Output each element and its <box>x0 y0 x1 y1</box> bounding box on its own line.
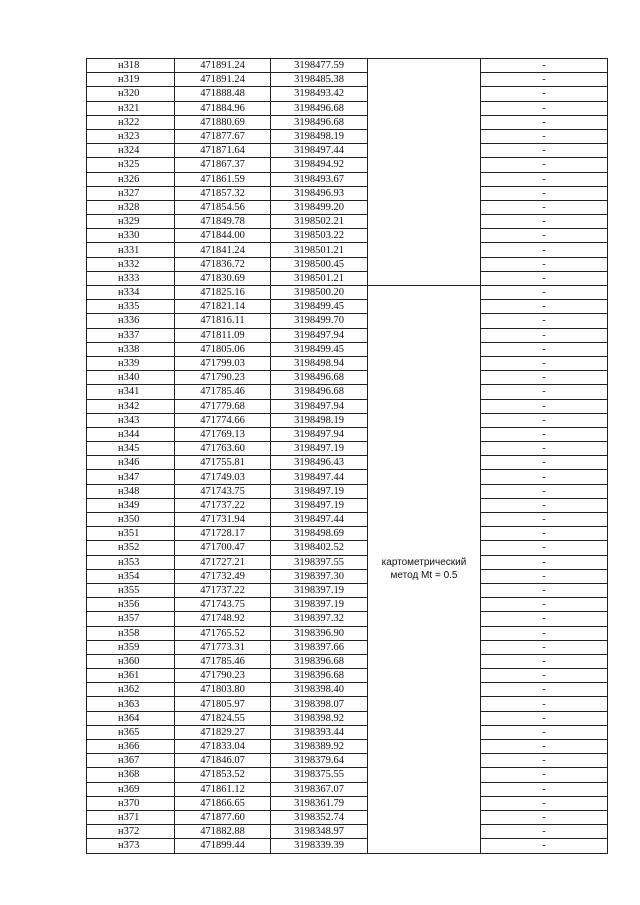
point-id-cell: н359 <box>87 640 175 654</box>
x-coordinate-cell: 471799.03 <box>175 356 271 370</box>
y-coordinate-cell: 3198499.45 <box>271 300 368 314</box>
description-cell: - <box>481 569 608 583</box>
table-row <box>87 669 608 683</box>
y-coordinate-cell: 3198393.44 <box>271 725 368 739</box>
method-cell <box>368 286 481 854</box>
table-row <box>87 598 608 612</box>
y-coordinate-cell: 3198501.21 <box>271 243 368 257</box>
point-id-cell: н333 <box>87 271 175 285</box>
table-row <box>87 527 608 541</box>
point-id-cell: н347 <box>87 470 175 484</box>
description-cell: - <box>481 810 608 824</box>
point-id-cell: н367 <box>87 754 175 768</box>
x-coordinate-cell: 471749.03 <box>175 470 271 484</box>
y-coordinate-cell: 3198402.52 <box>271 541 368 555</box>
y-coordinate-cell: 3198498.19 <box>271 413 368 427</box>
point-id-cell: н354 <box>87 569 175 583</box>
point-id-cell: н327 <box>87 186 175 200</box>
description-cell: - <box>481 200 608 214</box>
table-row <box>87 825 608 839</box>
description-cell: - <box>481 59 608 73</box>
table-row <box>87 271 608 285</box>
method-note-line2: метод Mt = 0.5 <box>390 570 458 582</box>
x-coordinate-cell: 471841.24 <box>175 243 271 257</box>
table-row <box>87 498 608 512</box>
x-coordinate-cell: 471853.52 <box>175 768 271 782</box>
point-id-cell: н326 <box>87 172 175 186</box>
table-row <box>87 172 608 186</box>
description-cell: - <box>481 640 608 654</box>
point-id-cell: н351 <box>87 527 175 541</box>
x-coordinate-cell: 471888.48 <box>175 87 271 101</box>
point-id-cell: н346 <box>87 456 175 470</box>
x-coordinate-cell: 471884.96 <box>175 101 271 115</box>
description-cell: - <box>481 839 608 853</box>
y-coordinate-cell: 3198397.19 <box>271 598 368 612</box>
description-cell: - <box>481 484 608 498</box>
y-coordinate-cell: 3198496.68 <box>271 115 368 129</box>
x-coordinate-cell: 471866.65 <box>175 796 271 810</box>
y-coordinate-cell: 3198339.39 <box>271 839 368 853</box>
y-coordinate-cell: 3198498.69 <box>271 527 368 541</box>
description-cell: - <box>481 427 608 441</box>
description-cell: - <box>481 498 608 512</box>
description-cell: - <box>481 271 608 285</box>
table-row <box>87 612 608 626</box>
y-coordinate-cell: 3198496.43 <box>271 456 368 470</box>
y-coordinate-cell: 3198497.94 <box>271 427 368 441</box>
table-row <box>87 626 608 640</box>
description-cell: - <box>481 598 608 612</box>
x-coordinate-cell: 471755.81 <box>175 456 271 470</box>
x-coordinate-cell: 471899.44 <box>175 839 271 853</box>
point-id-cell: н348 <box>87 484 175 498</box>
y-coordinate-cell: 3198361.79 <box>271 796 368 810</box>
description-cell: - <box>481 470 608 484</box>
x-coordinate-cell: 471877.67 <box>175 129 271 143</box>
point-id-cell: н329 <box>87 215 175 229</box>
x-coordinate-cell: 471732.49 <box>175 569 271 583</box>
point-id-cell: н332 <box>87 257 175 271</box>
description-cell: - <box>481 129 608 143</box>
y-coordinate-cell: 3198497.94 <box>271 328 368 342</box>
y-coordinate-cell: 3198397.30 <box>271 569 368 583</box>
description-cell: - <box>481 257 608 271</box>
description-cell: - <box>481 371 608 385</box>
table-row <box>87 796 608 810</box>
description-cell: - <box>481 229 608 243</box>
y-coordinate-cell: 3198497.44 <box>271 513 368 527</box>
point-id-cell: н318 <box>87 59 175 73</box>
x-coordinate-cell: 471803.80 <box>175 683 271 697</box>
y-coordinate-cell: 3198398.40 <box>271 683 368 697</box>
point-id-cell: н357 <box>87 612 175 626</box>
point-id-cell: н350 <box>87 513 175 527</box>
y-coordinate-cell: 3198496.93 <box>271 186 368 200</box>
y-coordinate-cell: 3198501.21 <box>271 271 368 285</box>
table-row <box>87 87 608 101</box>
table-row <box>87 442 608 456</box>
table-row <box>87 59 608 73</box>
y-coordinate-cell: 3198367.07 <box>271 782 368 796</box>
table-row <box>87 286 608 300</box>
table-row <box>87 768 608 782</box>
description-cell: - <box>481 215 608 229</box>
table-row <box>87 725 608 739</box>
coordinates-table <box>86 58 608 854</box>
table-row <box>87 640 608 654</box>
y-coordinate-cell: 3198498.94 <box>271 356 368 370</box>
description-cell: - <box>481 186 608 200</box>
point-id-cell: н349 <box>87 498 175 512</box>
description-cell: - <box>481 342 608 356</box>
point-id-cell: н360 <box>87 654 175 668</box>
y-coordinate-cell: 3198379.64 <box>271 754 368 768</box>
description-cell: - <box>481 243 608 257</box>
table-row <box>87 101 608 115</box>
x-coordinate-cell: 471849.78 <box>175 215 271 229</box>
table-row <box>87 399 608 413</box>
table-row <box>87 513 608 527</box>
y-coordinate-cell: 3198397.55 <box>271 555 368 569</box>
description-cell: - <box>481 612 608 626</box>
table-row <box>87 697 608 711</box>
x-coordinate-cell: 471846.07 <box>175 754 271 768</box>
y-coordinate-cell: 3198503.22 <box>271 229 368 243</box>
description-cell: - <box>481 740 608 754</box>
y-coordinate-cell: 3198497.19 <box>271 442 368 456</box>
table-row <box>87 569 608 583</box>
x-coordinate-cell: 471774.66 <box>175 413 271 427</box>
y-coordinate-cell: 3198352.74 <box>271 810 368 824</box>
description-cell: - <box>481 87 608 101</box>
table-row <box>87 782 608 796</box>
point-id-cell: н371 <box>87 810 175 824</box>
description-cell: - <box>481 286 608 300</box>
y-coordinate-cell: 3198396.68 <box>271 654 368 668</box>
x-coordinate-cell: 471731.94 <box>175 513 271 527</box>
x-coordinate-cell: 471857.32 <box>175 186 271 200</box>
y-coordinate-cell: 3198496.68 <box>271 371 368 385</box>
x-coordinate-cell: 471871.64 <box>175 144 271 158</box>
point-id-cell: н370 <box>87 796 175 810</box>
description-cell: - <box>481 115 608 129</box>
point-id-cell: н319 <box>87 73 175 87</box>
point-id-cell: н353 <box>87 555 175 569</box>
y-coordinate-cell: 3198499.20 <box>271 200 368 214</box>
point-id-cell: н361 <box>87 669 175 683</box>
y-coordinate-cell: 3198498.19 <box>271 129 368 143</box>
x-coordinate-cell: 471867.37 <box>175 158 271 172</box>
table-row <box>87 371 608 385</box>
table-row <box>87 257 608 271</box>
x-coordinate-cell: 471825.16 <box>175 286 271 300</box>
point-id-cell: н341 <box>87 385 175 399</box>
x-coordinate-cell: 471785.46 <box>175 385 271 399</box>
table-row <box>87 215 608 229</box>
table-row <box>87 839 608 853</box>
point-id-cell: н362 <box>87 683 175 697</box>
point-id-cell: н369 <box>87 782 175 796</box>
point-id-cell: н320 <box>87 87 175 101</box>
y-coordinate-cell: 3198497.94 <box>271 399 368 413</box>
x-coordinate-cell: 471765.52 <box>175 626 271 640</box>
x-coordinate-cell: 471737.22 <box>175 498 271 512</box>
y-coordinate-cell: 3198496.68 <box>271 101 368 115</box>
x-coordinate-cell: 471773.31 <box>175 640 271 654</box>
point-id-cell: н356 <box>87 598 175 612</box>
x-coordinate-cell: 471882.88 <box>175 825 271 839</box>
point-id-cell: н335 <box>87 300 175 314</box>
point-id-cell: н322 <box>87 115 175 129</box>
x-coordinate-cell: 471824.55 <box>175 711 271 725</box>
table-row <box>87 740 608 754</box>
y-coordinate-cell: 3198497.19 <box>271 498 368 512</box>
description-cell: - <box>481 101 608 115</box>
x-coordinate-cell: 471811.09 <box>175 328 271 342</box>
x-coordinate-cell: 471891.24 <box>175 59 271 73</box>
description-cell: - <box>481 541 608 555</box>
x-coordinate-cell: 471844.00 <box>175 229 271 243</box>
y-coordinate-cell: 3198500.20 <box>271 286 368 300</box>
x-coordinate-cell: 471743.75 <box>175 484 271 498</box>
x-coordinate-cell: 471833.04 <box>175 740 271 754</box>
point-id-cell: н331 <box>87 243 175 257</box>
table-row <box>87 356 608 370</box>
point-id-cell: н323 <box>87 129 175 143</box>
y-coordinate-cell: 3198485.38 <box>271 73 368 87</box>
table-row <box>87 555 608 569</box>
y-coordinate-cell: 3198348.97 <box>271 825 368 839</box>
table-row <box>87 129 608 143</box>
description-cell: - <box>481 144 608 158</box>
coordinates-table-page <box>86 58 603 854</box>
point-id-cell: н338 <box>87 342 175 356</box>
description-cell: - <box>481 413 608 427</box>
y-coordinate-cell: 3198397.19 <box>271 583 368 597</box>
table-row <box>87 385 608 399</box>
point-id-cell: н342 <box>87 399 175 413</box>
point-id-cell: н352 <box>87 541 175 555</box>
y-coordinate-cell: 3198375.55 <box>271 768 368 782</box>
y-coordinate-cell: 3198493.67 <box>271 172 368 186</box>
y-coordinate-cell: 3198397.66 <box>271 640 368 654</box>
x-coordinate-cell: 471861.59 <box>175 172 271 186</box>
point-id-cell: н339 <box>87 356 175 370</box>
table-row <box>87 583 608 597</box>
table-row <box>87 484 608 498</box>
description-cell: - <box>481 711 608 725</box>
x-coordinate-cell: 471785.46 <box>175 654 271 668</box>
table-row <box>87 115 608 129</box>
y-coordinate-cell: 3198396.90 <box>271 626 368 640</box>
table-row <box>87 427 608 441</box>
point-id-cell: н343 <box>87 413 175 427</box>
point-id-cell: н340 <box>87 371 175 385</box>
y-coordinate-cell: 3198499.70 <box>271 314 368 328</box>
point-id-cell: н336 <box>87 314 175 328</box>
x-coordinate-cell: 471743.75 <box>175 598 271 612</box>
table-row <box>87 810 608 824</box>
x-coordinate-cell: 471805.97 <box>175 697 271 711</box>
x-coordinate-cell: 471779.68 <box>175 399 271 413</box>
point-id-cell: н368 <box>87 768 175 782</box>
table-row <box>87 314 608 328</box>
point-id-cell: н324 <box>87 144 175 158</box>
point-id-cell: н330 <box>87 229 175 243</box>
point-id-cell: н345 <box>87 442 175 456</box>
description-cell: - <box>481 300 608 314</box>
description-cell: - <box>481 385 608 399</box>
point-id-cell: н337 <box>87 328 175 342</box>
y-coordinate-cell: 3198396.68 <box>271 669 368 683</box>
table-row <box>87 200 608 214</box>
y-coordinate-cell: 3198496.68 <box>271 385 368 399</box>
x-coordinate-cell: 471700.47 <box>175 541 271 555</box>
table-row <box>87 186 608 200</box>
description-cell: - <box>481 158 608 172</box>
y-coordinate-cell: 3198389.92 <box>271 740 368 754</box>
x-coordinate-cell: 471830.69 <box>175 271 271 285</box>
description-cell: - <box>481 555 608 569</box>
description-cell: - <box>481 754 608 768</box>
description-cell: - <box>481 356 608 370</box>
x-coordinate-cell: 471737.22 <box>175 583 271 597</box>
description-cell: - <box>481 314 608 328</box>
point-id-cell: н355 <box>87 583 175 597</box>
point-id-cell: н328 <box>87 200 175 214</box>
description-cell: - <box>481 768 608 782</box>
table-row <box>87 413 608 427</box>
point-id-cell: н321 <box>87 101 175 115</box>
x-coordinate-cell: 471821.14 <box>175 300 271 314</box>
description-cell: - <box>481 513 608 527</box>
x-coordinate-cell: 471790.23 <box>175 669 271 683</box>
y-coordinate-cell: 3198499.45 <box>271 342 368 356</box>
description-cell: - <box>481 654 608 668</box>
point-id-cell: н334 <box>87 286 175 300</box>
description-cell: - <box>481 399 608 413</box>
description-cell: - <box>481 626 608 640</box>
description-cell: - <box>481 172 608 186</box>
table-row <box>87 158 608 172</box>
point-id-cell: н366 <box>87 740 175 754</box>
y-coordinate-cell: 3198398.07 <box>271 697 368 711</box>
table-row <box>87 73 608 87</box>
x-coordinate-cell: 471805.06 <box>175 342 271 356</box>
table-row <box>87 754 608 768</box>
table-row <box>87 328 608 342</box>
method-note-line1: картометрический <box>381 557 467 569</box>
y-coordinate-cell: 3198497.44 <box>271 144 368 158</box>
x-coordinate-cell: 471816.11 <box>175 314 271 328</box>
x-coordinate-cell: 471836.72 <box>175 257 271 271</box>
table-row <box>87 683 608 697</box>
description-cell: - <box>481 583 608 597</box>
method-cell-empty <box>368 59 481 286</box>
y-coordinate-cell: 3198500.45 <box>271 257 368 271</box>
x-coordinate-cell: 471727.21 <box>175 555 271 569</box>
y-coordinate-cell: 3198502.21 <box>271 215 368 229</box>
table-row <box>87 456 608 470</box>
table-row <box>87 144 608 158</box>
point-id-cell: н364 <box>87 711 175 725</box>
description-cell: - <box>481 527 608 541</box>
x-coordinate-cell: 471763.60 <box>175 442 271 456</box>
point-id-cell: н344 <box>87 427 175 441</box>
table-row <box>87 229 608 243</box>
description-cell: - <box>481 683 608 697</box>
y-coordinate-cell: 3198398.92 <box>271 711 368 725</box>
description-cell: - <box>481 825 608 839</box>
point-id-cell: н363 <box>87 697 175 711</box>
description-cell: - <box>481 442 608 456</box>
x-coordinate-cell: 471854.56 <box>175 200 271 214</box>
x-coordinate-cell: 471790.23 <box>175 371 271 385</box>
point-id-cell: н365 <box>87 725 175 739</box>
x-coordinate-cell: 471880.69 <box>175 115 271 129</box>
table-row <box>87 243 608 257</box>
x-coordinate-cell: 471728.17 <box>175 527 271 541</box>
table-row <box>87 541 608 555</box>
table-row <box>87 300 608 314</box>
table-row <box>87 470 608 484</box>
coordinates-table-body <box>87 59 608 854</box>
y-coordinate-cell: 3198397.32 <box>271 612 368 626</box>
table-row <box>87 654 608 668</box>
y-coordinate-cell: 3198494.92 <box>271 158 368 172</box>
y-coordinate-cell: 3198497.44 <box>271 470 368 484</box>
x-coordinate-cell: 471891.24 <box>175 73 271 87</box>
description-cell: - <box>481 782 608 796</box>
x-coordinate-cell: 471829.27 <box>175 725 271 739</box>
point-id-cell: н358 <box>87 626 175 640</box>
y-coordinate-cell: 3198497.19 <box>271 484 368 498</box>
x-coordinate-cell: 471769.13 <box>175 427 271 441</box>
y-coordinate-cell: 3198477.59 <box>271 59 368 73</box>
table-row <box>87 342 608 356</box>
x-coordinate-cell: 471877.60 <box>175 810 271 824</box>
y-coordinate-cell: 3198493.42 <box>271 87 368 101</box>
description-cell: - <box>481 796 608 810</box>
x-coordinate-cell: 471861.12 <box>175 782 271 796</box>
x-coordinate-cell: 471748.92 <box>175 612 271 626</box>
description-cell: - <box>481 725 608 739</box>
description-cell: - <box>481 328 608 342</box>
description-cell: - <box>481 697 608 711</box>
point-id-cell: н325 <box>87 158 175 172</box>
table-row <box>87 711 608 725</box>
point-id-cell: н372 <box>87 825 175 839</box>
description-cell: - <box>481 73 608 87</box>
description-cell: - <box>481 669 608 683</box>
point-id-cell: н373 <box>87 839 175 853</box>
description-cell: - <box>481 456 608 470</box>
